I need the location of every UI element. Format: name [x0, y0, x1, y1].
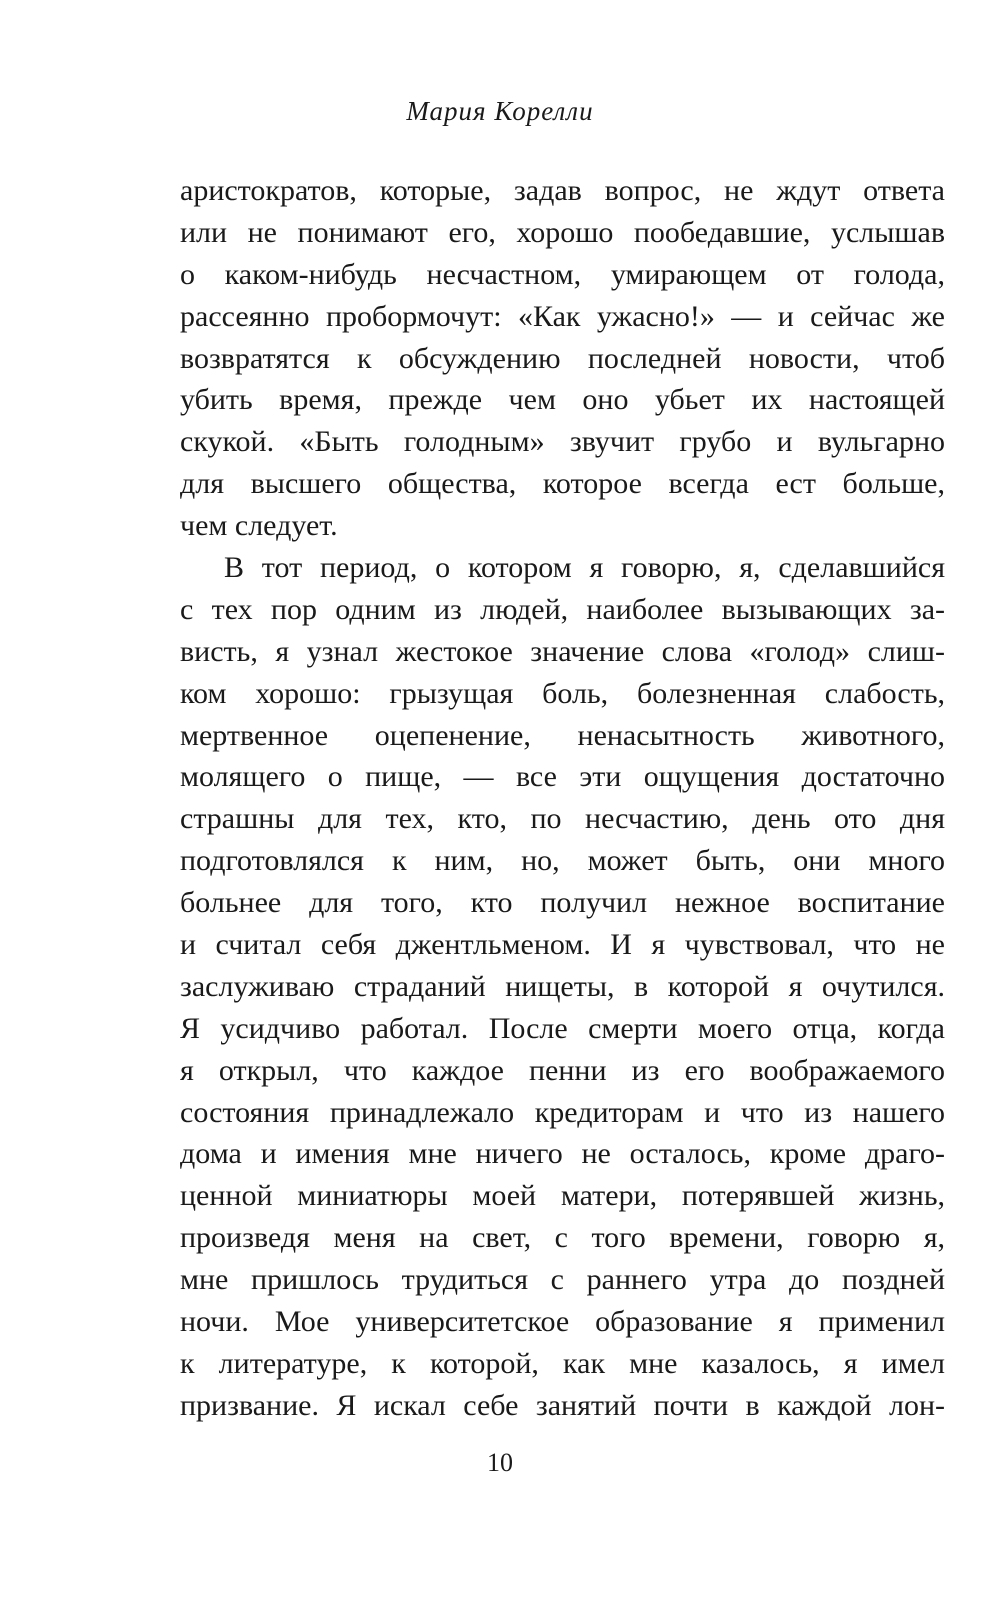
- text-line: Я усидчиво работал. После смерти моего отца, когда: [180, 1011, 945, 1045]
- text-line: убить время, прежде чем оно убьет их настоящей: [180, 383, 945, 417]
- text-line: мертвенное оцепенение, ненасытность животного,: [180, 718, 945, 752]
- paragraph-2: [180, 547, 945, 1427]
- text-line: ночи. Мое университетское образование я применил: [180, 1305, 945, 1339]
- running-head-author: Мария Корелли: [406, 96, 594, 126]
- text-line: заслуживаю страданий нищеты, в которой я очутился.: [180, 969, 945, 1003]
- text-line: произведя меня на свет, с того времени, говорю я,: [180, 1221, 945, 1255]
- text-line: аристократов, которые, задав вопрос, не ждут ответа: [180, 174, 945, 207]
- text-line: подготовлялся к ним, но, может быть, они много: [180, 844, 945, 878]
- page-number: 10: [487, 1448, 513, 1477]
- text-line: страшны для тех, кто, по несчастию, день ото дня: [180, 802, 945, 836]
- text-line: состояния принадлежало кредиторам и что из нашего: [180, 1095, 945, 1129]
- text-line: больнее для того, кто получил нежное воспитание: [180, 886, 945, 920]
- text-line: призвание. Я искал себе занятий почти в каждой лон-: [180, 1388, 945, 1422]
- text-line: я открыл, что каждое пенни из его воображаемого: [180, 1053, 945, 1087]
- text-line: висть, я узнал жестокое значение слова «голод» слиш-: [180, 634, 945, 668]
- text-line: дома и имения мне ничего не осталось, кроме драго-: [180, 1137, 945, 1171]
- text-line: ценной миниатюры моей матери, потерявшей жизнь,: [180, 1179, 945, 1213]
- text-line: скукой. «Быть голодным» звучит грубо и вульгарно: [180, 425, 945, 459]
- text-line: В тот период, о котором я говорю, я, сделавшийся: [224, 551, 945, 585]
- body-text: [180, 170, 945, 1427]
- text-line: чем следует.: [180, 509, 338, 543]
- paragraph-1: [180, 170, 945, 547]
- text-line: для высшего общества, которое всегда ест больше,: [180, 467, 945, 501]
- text-line: молящего о пище, — все эти ощущения достаточно: [180, 760, 945, 794]
- text-line: с тех пор одним из людей, наиболее вызывающих за-: [180, 592, 945, 626]
- text-line: возвратятся к обсуждению последней новости, чтоб: [180, 341, 945, 375]
- text-line: о каком-нибудь несчастном, умирающем от голода,: [180, 257, 945, 291]
- text-line: к литературе, к которой, как мне казалось, я имел: [180, 1346, 945, 1380]
- text-line: рассеянно пробормочут: «Как ужасно!» — и сейчас же: [180, 299, 945, 333]
- text-line: или не понимают его, хорошо пообедавшие, услышав: [180, 215, 945, 249]
- text-line: ком хорошо: грызущая боль, болезненная слабость,: [180, 676, 945, 710]
- text-line: и считал себя джентльменом. И я чувствовал, что не: [180, 928, 945, 962]
- text-line: мне пришлось трудиться с раннего утра до поздней: [180, 1263, 945, 1297]
